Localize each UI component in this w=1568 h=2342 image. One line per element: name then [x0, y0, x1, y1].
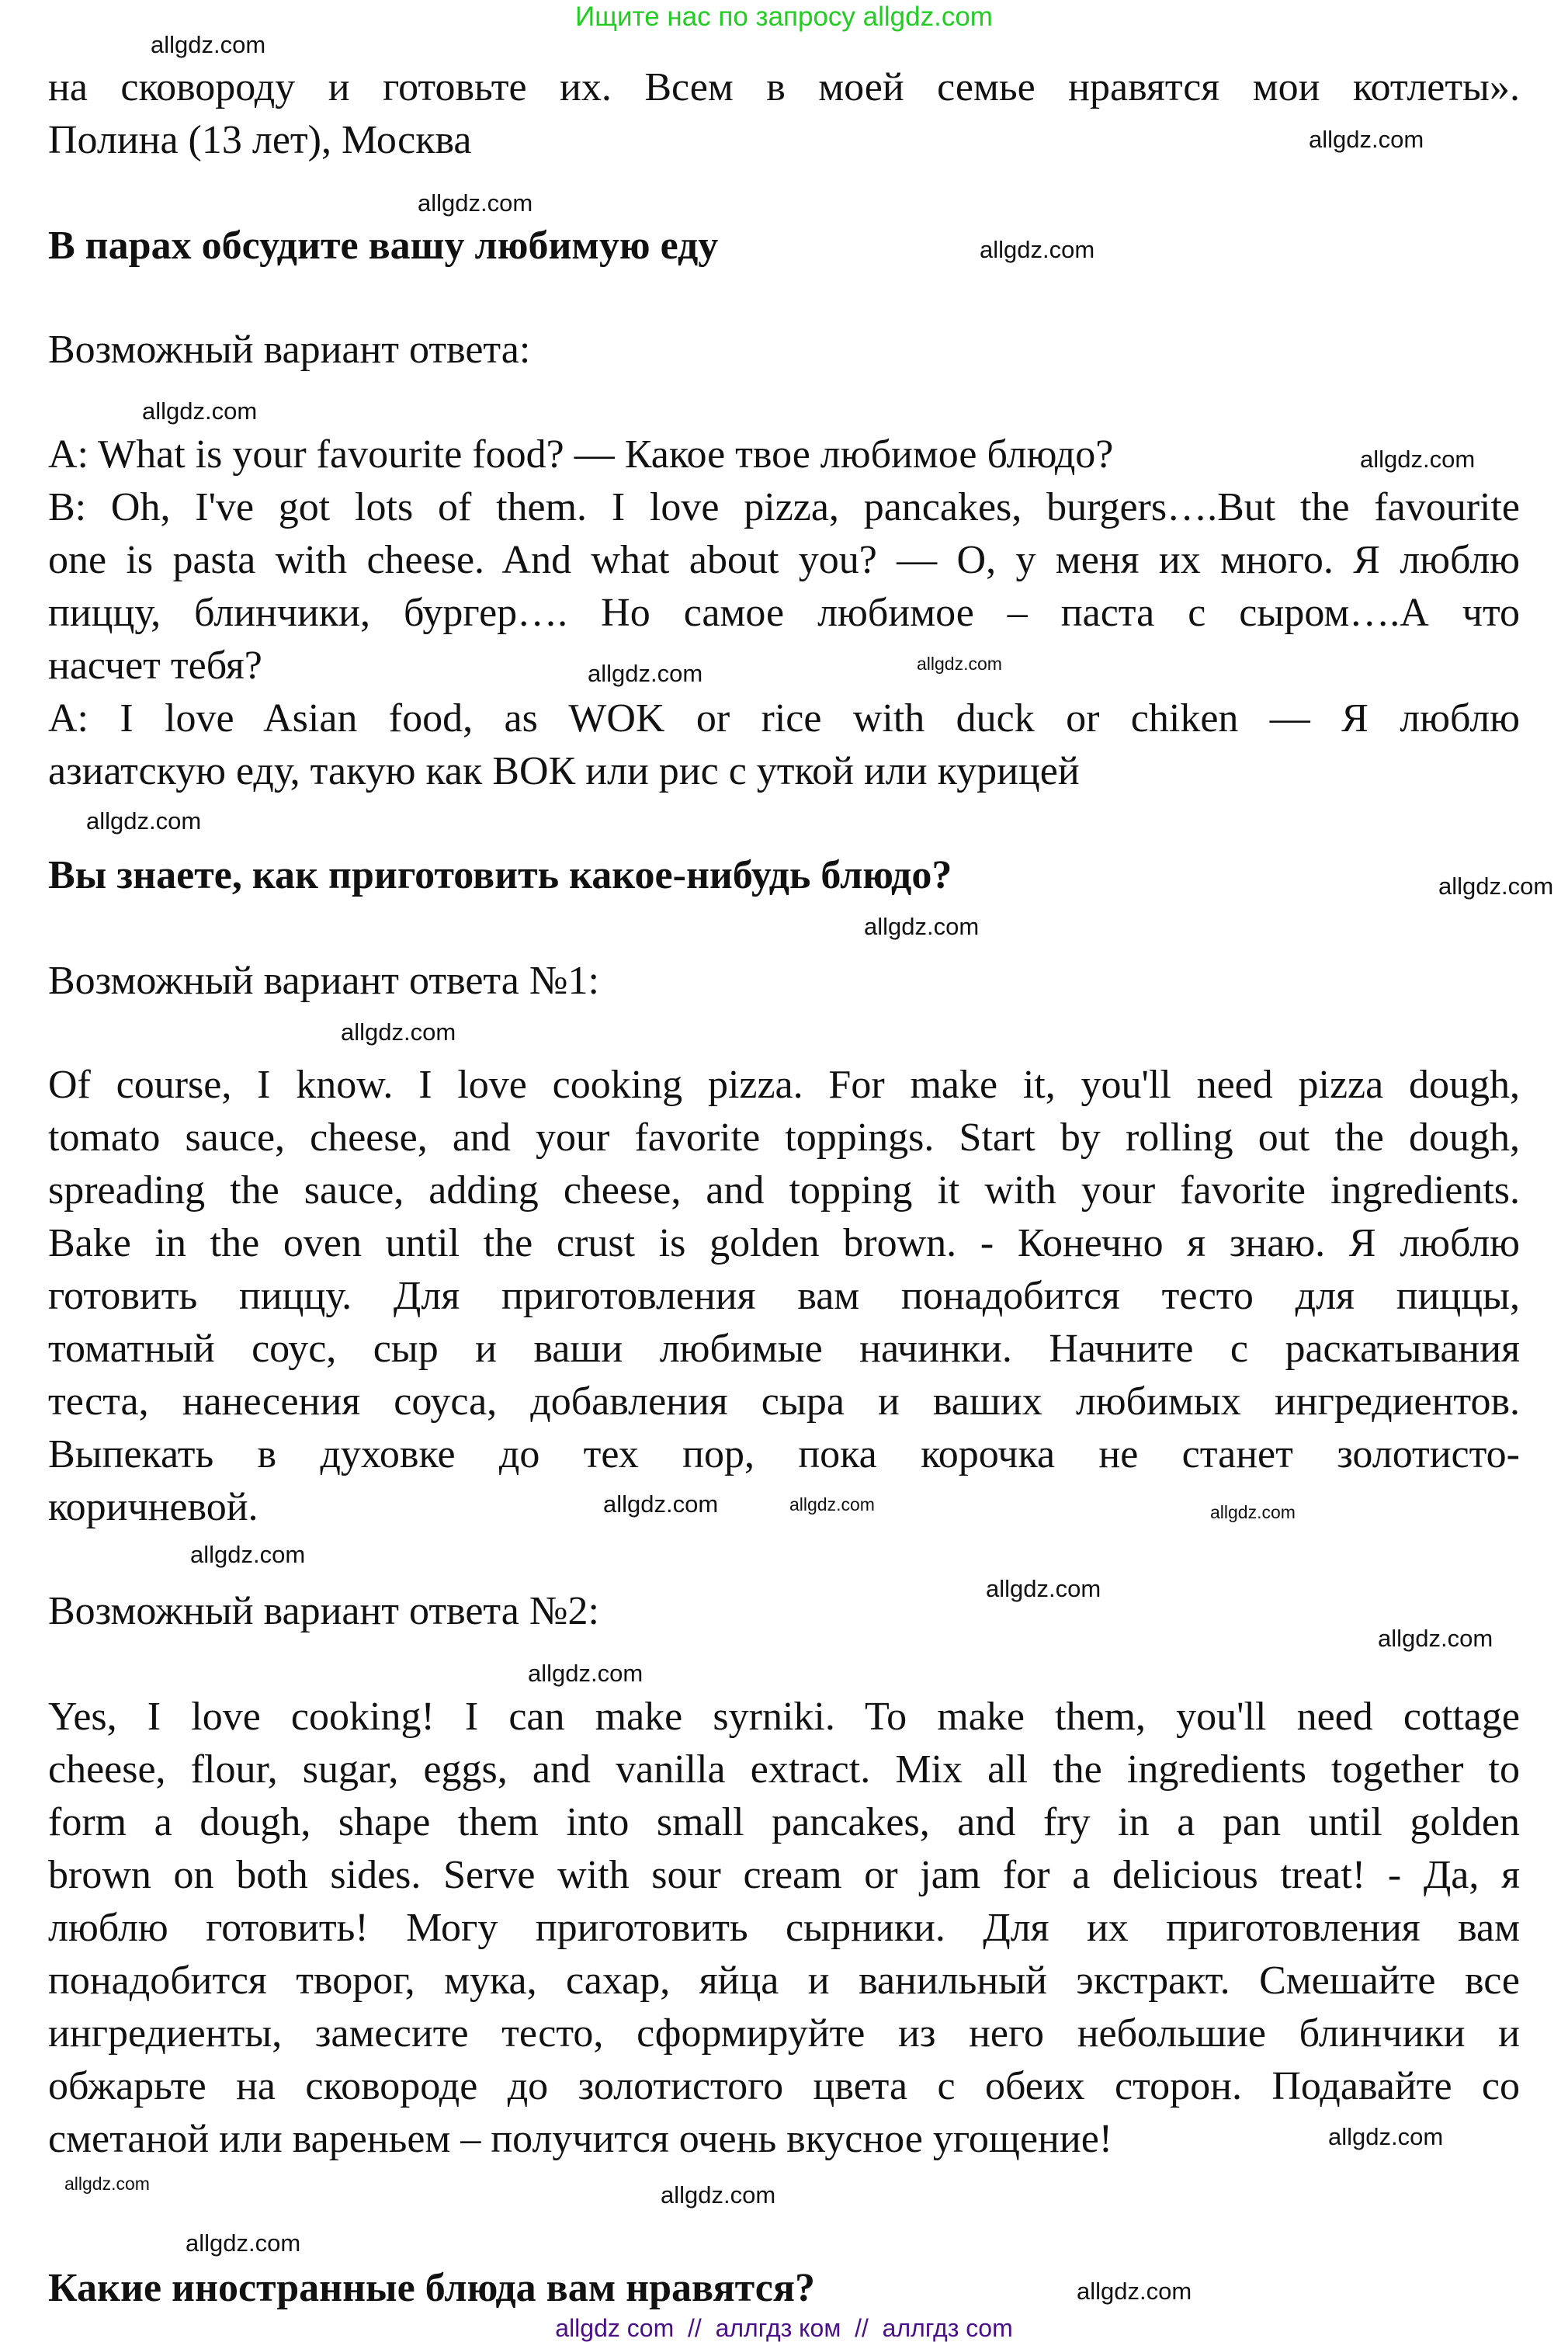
watermark: allgdz.com	[1360, 446, 1476, 473]
variant-label: Возможный вариант ответа №1:	[48, 959, 599, 1003]
section-heading: В парах обсудите вашу любимую еду	[48, 224, 719, 268]
paragraph-line: Bake in the oven until the crust is golden brown. - Конечно я знаю. Я люблю	[48, 1221, 1520, 1265]
paragraph-line: tomato sauce, cheese, and your favorite toppings. Start by rolling out the dough,	[48, 1115, 1520, 1160]
watermark: allgdz.com	[603, 1490, 719, 1518]
watermark: allgdz.com	[186, 2229, 301, 2257]
paragraph-line: form a dough, shape them into small pancakes, and fry in a pan until golden	[48, 1800, 1520, 1844]
watermark: allgdz.com	[86, 807, 202, 834]
watermark: allgdz.com	[418, 189, 533, 217]
watermark: allgdz.com	[986, 1575, 1101, 1602]
watermark: allgdz.com	[1210, 1502, 1296, 1522]
watermark: allgdz.com	[151, 31, 266, 58]
paragraph-line: ингредиенты, замесите тесто, сформируйте из него небольшие блинчики и	[48, 2011, 1520, 2056]
footer-links[interactable]: allgdz com // аллгдз ком // аллгдз com	[555, 2314, 1013, 2342]
section-heading: Вы знаете, как приготовить какое-нибудь блюдо?	[48, 853, 952, 897]
paragraph-line: сметаной или вареньем – получится очень вкусное угощение!	[48, 2117, 1113, 2161]
watermark: allgdz.com	[64, 2174, 150, 2194]
dialogue-line: A: What is your favourite food? — Какое твое любимое блюдо?	[48, 432, 1114, 477]
watermark: allgdz.com	[864, 913, 980, 940]
paragraph-line: spreading the sauce, adding cheese, and topping it with your favorite ingredients.	[48, 1168, 1520, 1213]
watermark: allgdz.com	[588, 660, 703, 687]
variant-label: Возможный вариант ответа:	[48, 328, 531, 372]
paragraph-line: обжарьте на сковороде до золотистого цвета с обеих сторон. Подавайте со	[48, 2064, 1520, 2108]
paragraph-line: теста, нанесения соуса, добавления сыра и ваших любимых ингредиентов.	[48, 1379, 1520, 1424]
section-heading: Какие иностранные блюда вам нравятся?	[48, 2266, 815, 2310]
paragraph-line: томатный соус, сыр и ваши любимые начинки. Начните с раскатывания	[48, 1327, 1520, 1371]
dialogue-line: пиццу, блинчики, бургер…. Но самое любимое – паста с сыром….А что	[48, 591, 1520, 635]
paragraph-line: Yes, I love cooking! I can make syrniki. To make them, you'll need cottage	[48, 1695, 1520, 1739]
watermark: allgdz.com	[1309, 126, 1424, 153]
dialogue-line: насчет тебя?	[48, 644, 262, 688]
intro-line: на сковороду и готовьте их. Всем в моей семье нравятся мои котлеты».	[48, 65, 1520, 109]
paragraph-line: Of course, I know. I love cooking pizza. For make it, you'll need pizza dough,	[48, 1063, 1520, 1107]
paragraph-line: Выпекать в духовке до тех пор, пока корочка не станет золотисто-	[48, 1432, 1520, 1476]
watermark: allgdz.com	[190, 1541, 306, 1568]
search-banner: Ищите нас по запросу allgdz.com	[575, 2, 993, 32]
intro-signature: Полина (13 лет), Москва	[48, 118, 472, 162]
dialogue-line: азиатскую еду, такую как ВОК или рис с уткой или курицей	[48, 749, 1080, 793]
watermark: allgdz.com	[341, 1018, 456, 1046]
watermark: allgdz.com	[980, 236, 1095, 263]
watermark: allgdz.com	[1438, 873, 1554, 900]
paragraph-line: cheese, flour, sugar, eggs, and vanilla extract. Mix all the ingredients together to	[48, 1747, 1520, 1792]
watermark: allgdz.com	[528, 1660, 644, 1687]
paragraph-line: готовить пиццу. Для приготовления вам понадобится тесто для пиццы,	[48, 1274, 1520, 1318]
dialogue-line: B: Oh, I've got lots of them. I love pizza, pancakes, burgers….But the favourite	[48, 485, 1520, 529]
paragraph-line: brown on both sides. Serve with sour cream or jam for a delicious treat! - Да, я	[48, 1853, 1520, 1897]
paragraph-line: коричневой.	[48, 1485, 258, 1529]
watermark: allgdz.com	[917, 654, 1002, 674]
dialogue-line: A: I love Asian food, as WOK or rice with duck or chiken — Я люблю	[48, 696, 1520, 741]
paragraph-line: люблю готовить! Могу приготовить сырники. Для их приготовления вам	[48, 1906, 1520, 1950]
watermark: allgdz.com	[142, 397, 258, 425]
watermark: allgdz.com	[1328, 2123, 1444, 2150]
watermark: allgdz.com	[661, 2181, 776, 2208]
watermark: allgdz.com	[1378, 1625, 1493, 1652]
paragraph-line: понадобится творог, мука, сахар, яйца и ванильный экстракт. Смешайте все	[48, 1959, 1520, 2003]
variant-label: Возможный вариант ответа №2:	[48, 1589, 599, 1633]
dialogue-line: one is pasta with cheese. And what about you? — О, у меня их много. Я люблю	[48, 538, 1520, 582]
watermark: allgdz.com	[789, 1494, 875, 1514]
watermark: allgdz.com	[1077, 2278, 1192, 2305]
